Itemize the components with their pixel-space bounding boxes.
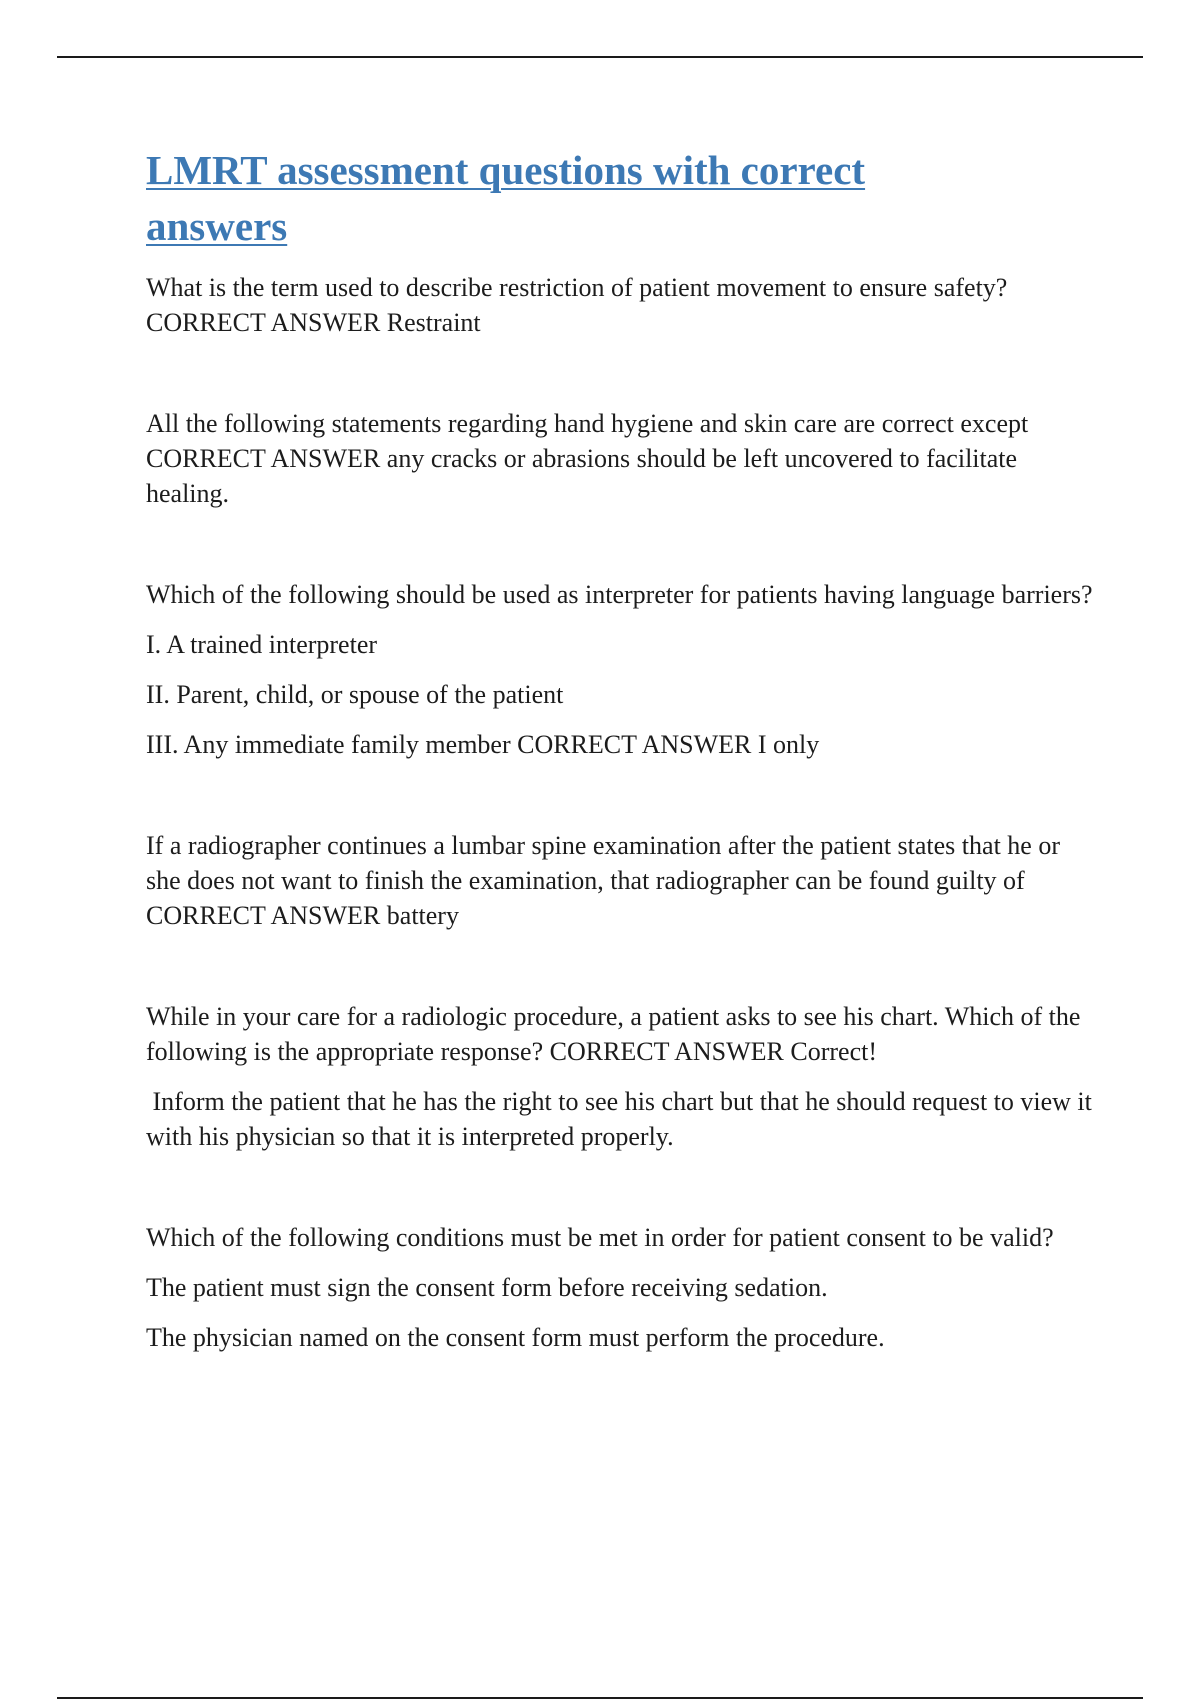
question-block xyxy=(146,999,1099,1154)
document-title: LMRT assessment questions with correct answers xyxy=(146,147,866,249)
question-text: If a radiographer continues a lumbar spine examination after the patient states that he or she does not want to finish the examination, that radiographer can be found guilty of CORRECT ANSWER battery xyxy=(146,831,1067,930)
question-block xyxy=(146,577,1096,762)
question-block xyxy=(146,270,1096,340)
question-text: Which of the following should be used as interpreter for patients having language barriers? xyxy=(146,580,1093,609)
header-rule xyxy=(57,56,1143,58)
option-text: The physician named on the consent form must perform the procedure. xyxy=(146,1323,885,1352)
question-text: What is the term used to describe restriction of patient movement to ensure safety? CORRECT ANSWER Restraint xyxy=(146,273,1014,337)
option-text: III. Any immediate family member CORRECT ANSWER I only xyxy=(146,730,820,759)
question-block xyxy=(146,1220,1096,1355)
footer-rule xyxy=(57,1697,1143,1699)
option-text: The patient must sign the consent form before receiving sedation. xyxy=(146,1273,828,1302)
question-text: All the following statements regarding hand hygiene and skin care are correct except CORRECT ANSWER any cracks or abrasions should be left uncovered to facilitate healing. xyxy=(146,409,1035,508)
question-text: Which of the following conditions must be met in order for patient consent to be valid? xyxy=(146,1223,1054,1252)
answer-explanation: Inform the patient that he has the right to see his chart but that he should request to view it with his physician so that it is interpreted properly. xyxy=(146,1087,1099,1151)
question-block xyxy=(146,828,1096,933)
option-text: II. Parent, child, or spouse of the patient xyxy=(146,680,564,709)
option-text: I. A trained interpreter xyxy=(146,630,378,659)
document-content xyxy=(146,142,1099,1355)
question-text: While in your care for a radiologic procedure, a patient asks to see his chart. Which of the following is the appropriate response? CORRECT ANSWER Correct! xyxy=(146,1002,1087,1066)
question-block xyxy=(146,406,1096,511)
